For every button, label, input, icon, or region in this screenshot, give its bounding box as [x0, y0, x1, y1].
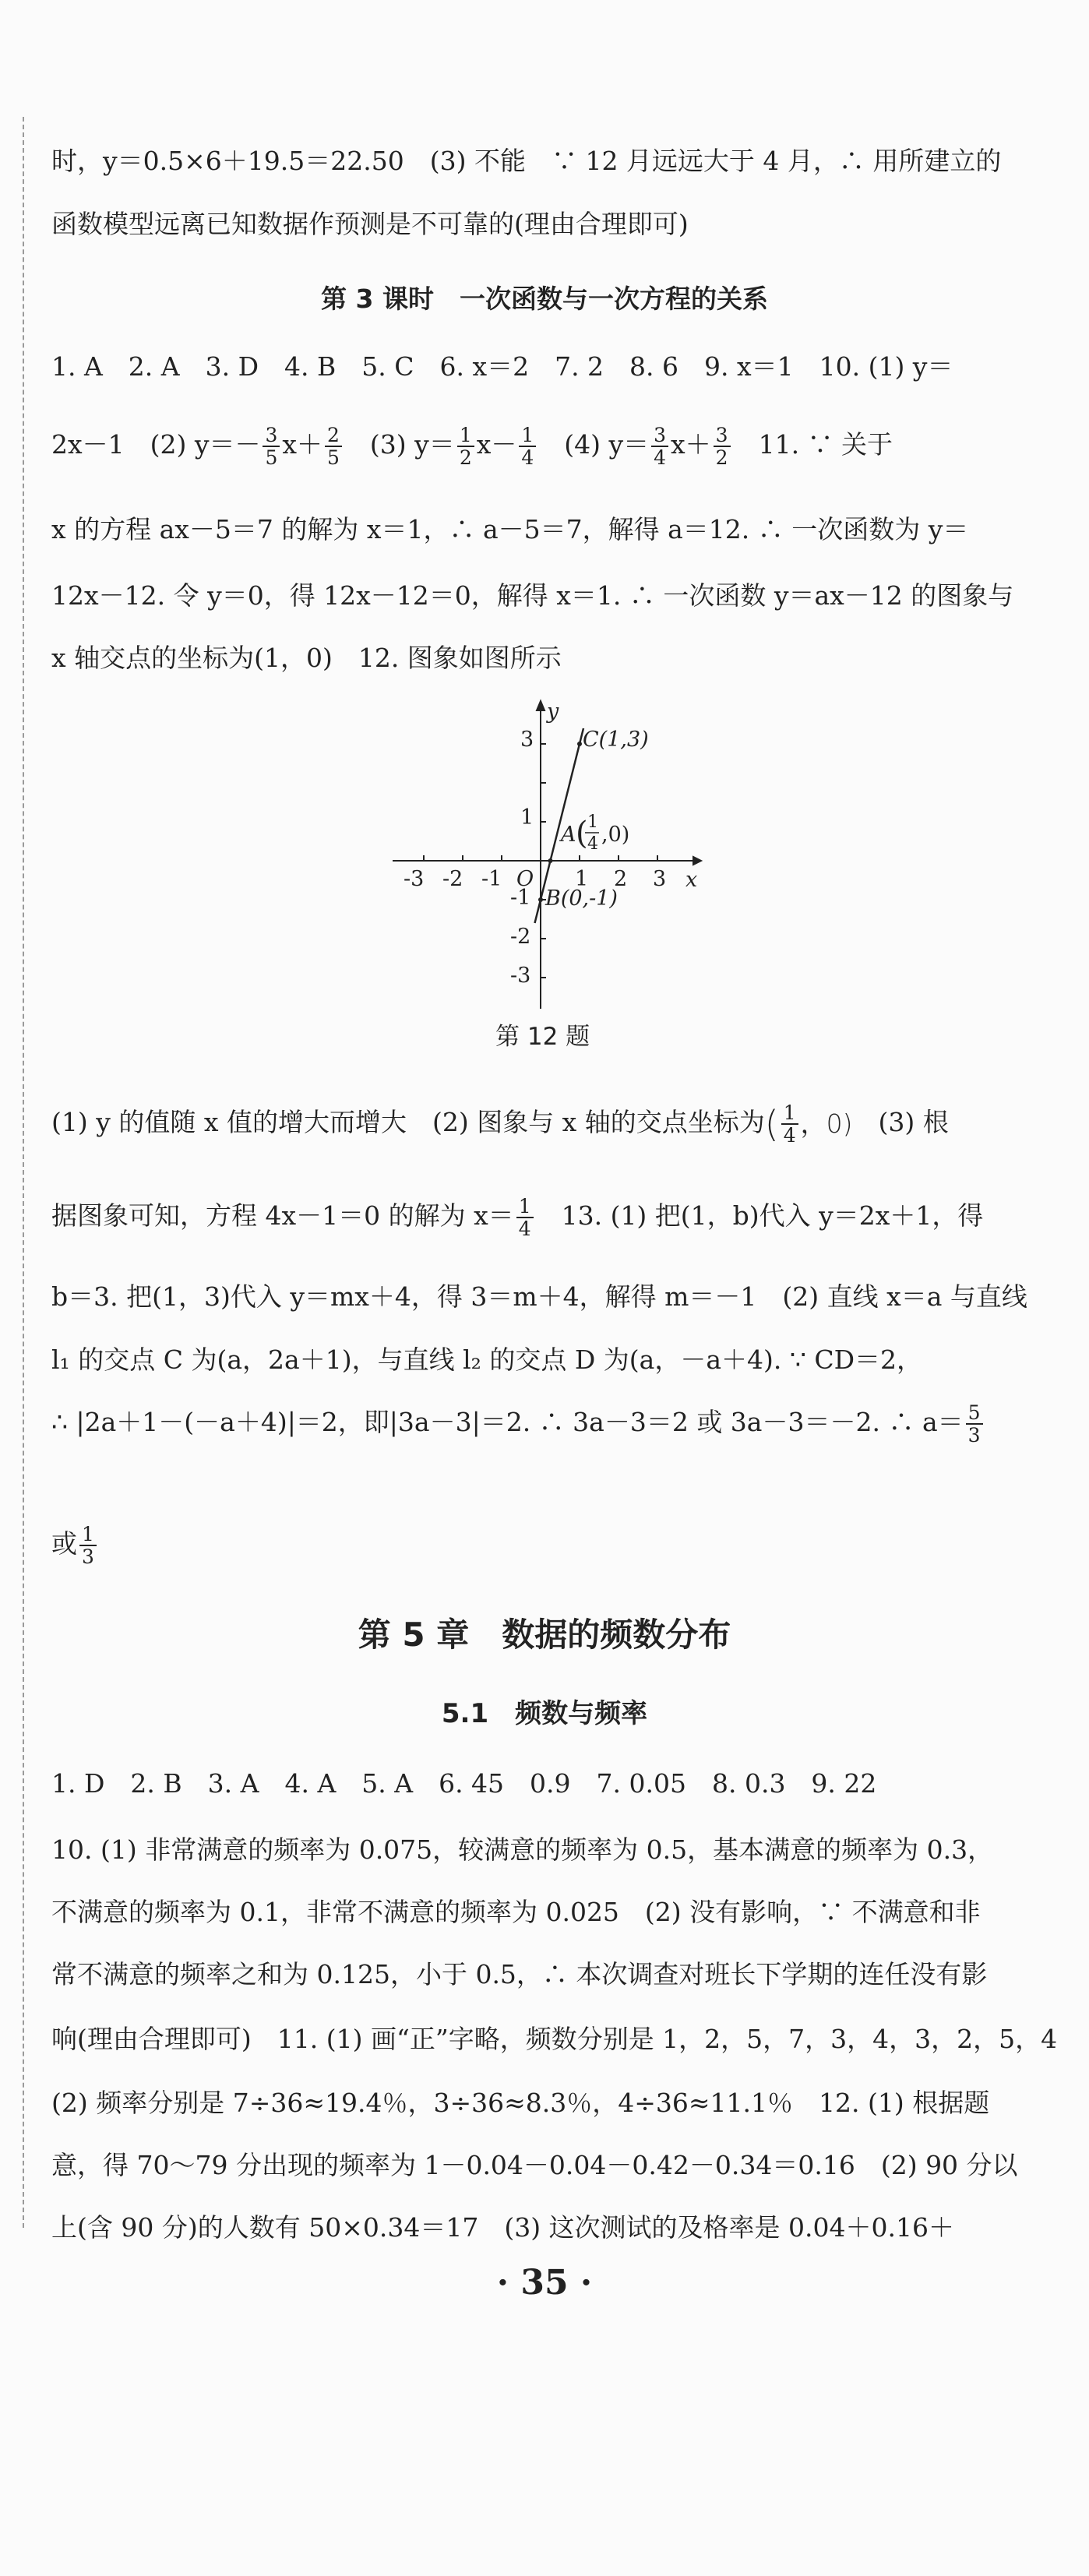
text-run: 11. ∵ 关于	[732, 429, 893, 460]
x-axis-label: x	[685, 868, 698, 892]
fraction	[651, 425, 668, 468]
denominator: 5	[265, 446, 278, 469]
x-axis-arrow	[693, 857, 701, 865]
denominator: 4	[654, 446, 667, 469]
text-line	[51, 1188, 1045, 1244]
numerator: 1	[457, 425, 474, 447]
denominator: 2	[459, 446, 472, 469]
text-run: (3) y＝	[344, 429, 455, 460]
fraction	[519, 425, 536, 468]
point-a-label: A	[561, 823, 576, 847]
text-line: 意，得 70～79 分出现的频率为 1－0.04－0.04－0.42－0.34＝0.16 (2) 90 分以	[51, 2150, 1018, 2180]
figure-caption: 第 12 题	[495, 1023, 590, 1051]
x-tick-label: 3	[653, 867, 667, 891]
point-c-dot	[577, 742, 582, 746]
denominator: 5	[327, 446, 340, 469]
text-line	[51, 1394, 1045, 1450]
text-run: 13. (1) 把(1，b)代入 y＝2x＋1，得	[535, 1200, 984, 1231]
paren: ，0)	[800, 1108, 853, 1139]
point-a-tail: ,0)	[601, 823, 630, 847]
text-line: b＝3. 把(1，3)代入 y＝mx＋4，得 3＝m＋4，解得 m＝－1 (2) 直线 x＝a 与直线	[51, 1281, 1027, 1312]
text-line	[51, 1094, 1045, 1152]
x-tick-label: -3	[404, 867, 425, 891]
text-line: x 轴交点的坐标为(1，0) 12. 图象如图所示	[51, 643, 562, 673]
fraction	[325, 425, 342, 468]
y-tick-label: 3	[520, 728, 534, 752]
y-axis-label: y	[547, 700, 559, 724]
x-tick-label: -2	[442, 867, 463, 891]
numerator: 3	[714, 425, 731, 447]
text-line	[51, 417, 1045, 473]
numerator: 2	[325, 425, 342, 447]
point-a-dot	[548, 858, 553, 863]
denominator: 2	[715, 446, 728, 469]
fraction	[79, 1524, 97, 1567]
function-graph	[374, 693, 717, 1020]
text-run: 据图象可知，方程 4x－1＝0 的解为 x＝	[51, 1200, 514, 1231]
point-a-numerator: 1	[587, 812, 598, 832]
numerator: 1	[519, 425, 536, 447]
y-tick-label: -2	[510, 925, 531, 949]
x-tick-label: -1	[481, 867, 502, 891]
point-b-dot	[538, 897, 543, 902]
text-run: x＋	[671, 429, 711, 460]
fraction	[714, 425, 731, 468]
origin-label: O	[516, 867, 534, 891]
text-run: x＋	[282, 429, 323, 460]
x-tick-label: 1	[575, 867, 589, 891]
paren: (	[764, 1103, 779, 1145]
text-line: 12x－12. 令 y＝0，得 12x－12＝0，解得 x＝1. ∴ 一次函数 y＝ax－12 的图象与	[51, 580, 1014, 611]
chapter-title: 第 5 章 数据的频数分布	[358, 1616, 731, 1654]
text-line: 响(理由合理即可) 11. (1) 画“正”字略，频数分别是 1，2，5，7，3，4，3，2，5，4	[51, 2024, 1058, 2054]
y-tick-label: -3	[510, 964, 531, 988]
text-run: 或	[51, 1528, 77, 1559]
margin-rule	[23, 117, 24, 2228]
fraction	[516, 1196, 534, 1239]
text-line: 1. D 2. B 3. A 4. A 5. A 6. 45 0.9 7. 0.05 8. 0.3 9. 22	[51, 1768, 877, 1799]
point-c-label: C(1,3)	[583, 728, 649, 752]
fraction	[781, 1102, 798, 1146]
point-b-label: B(0,-1)	[545, 886, 618, 911]
text-run: ∴ |2a＋1－(－a＋4)|＝2，即|3a－3|＝2. ∴ 3a－3＝2 或 3a－3＝－2. ∴ a＝	[51, 1407, 964, 1437]
denominator: 4	[518, 1218, 531, 1240]
fraction	[263, 425, 280, 468]
section-title: 第 3 课时 一次函数与一次方程的关系	[321, 284, 768, 314]
y-tick-label: 1	[520, 805, 534, 830]
numerator: 3	[263, 425, 280, 447]
numerator: 3	[651, 425, 668, 447]
text-line: 10. (1) 非常满意的频率为 0.075，较满意的频率为 0.5，基本满意的频率为 0.3，	[51, 1834, 994, 1865]
page-number: · 35 ·	[496, 2263, 593, 2303]
text-line: x 的方程 ax－5＝7 的解为 x＝1，∴ a－5＝7，解得 a＝12. ∴ 一次函数为 y＝	[51, 514, 969, 544]
denominator: 4	[521, 446, 534, 469]
numerator: 5	[966, 1402, 983, 1425]
text-run: (1) y 的值随 x 值的增大而增大 (2) 图象与 x 轴的交点坐标为	[51, 1107, 765, 1137]
denominator: 4	[783, 1124, 796, 1147]
text-line: 上(含 90 分)的人数有 50×0.34＝17 (3) 这次测试的及格率是 0.04＋0.16＋	[51, 2212, 954, 2243]
y-axis-arrow	[537, 701, 544, 710]
text-line: 1. A 2. A 3. D 4. B 5. C 6. x＝2 7. 2 8. 6 9. x＝1 10. (1) y＝	[51, 351, 953, 382]
text-run: (4) y＝	[538, 429, 650, 460]
text-line: 函数模型远离已知数据作预测是不可靠的(理由合理即可)	[51, 209, 689, 239]
denominator: 3	[967, 1424, 981, 1447]
x-tick-label: 2	[614, 867, 628, 891]
numerator: 1	[781, 1102, 798, 1125]
text-run: x－	[476, 429, 517, 460]
text-line	[51, 1516, 1045, 1572]
point-a-denominator: 4	[587, 834, 598, 854]
text-line: l₁ 的交点 C 为(a，2a＋1)，与直线 l₂ 的交点 D 为(a，－a＋4). ∵ CD＝2，	[51, 1344, 923, 1375]
section-subtitle: 5.1 频数与频率	[441, 1698, 648, 1729]
numerator: 1	[79, 1524, 97, 1546]
fraction	[966, 1402, 983, 1446]
fraction	[457, 425, 474, 468]
text-run: 2x－1 (2) y＝－	[51, 429, 261, 460]
numerator: 1	[516, 1196, 534, 1218]
text-line: 常不满意的频率之和为 0.125，小于 0.5，∴ 本次调查对班长下学期的连任没有影	[51, 1959, 988, 1989]
text-run: (3) 根	[852, 1107, 949, 1137]
text-line: 不满意的频率为 0.1，非常不满意的频率为 0.025 (2) 没有影响，∵ 不满意和非	[51, 1897, 981, 1927]
text-line: 时，y＝0.5×6＋19.5＝22.50 (3) 不能 ∵ 12 月远远大于 4 月，∴ 用所建立的	[51, 146, 1002, 176]
point-a-paren: (	[576, 816, 588, 851]
text-line: (2) 频率分别是 7÷36≈19.4％，3÷36≈8.3％，4÷36≈11.1％ 12. (1) 根据题	[51, 2088, 990, 2118]
denominator: 3	[82, 1545, 94, 1568]
y-tick-label: -1	[510, 886, 531, 910]
